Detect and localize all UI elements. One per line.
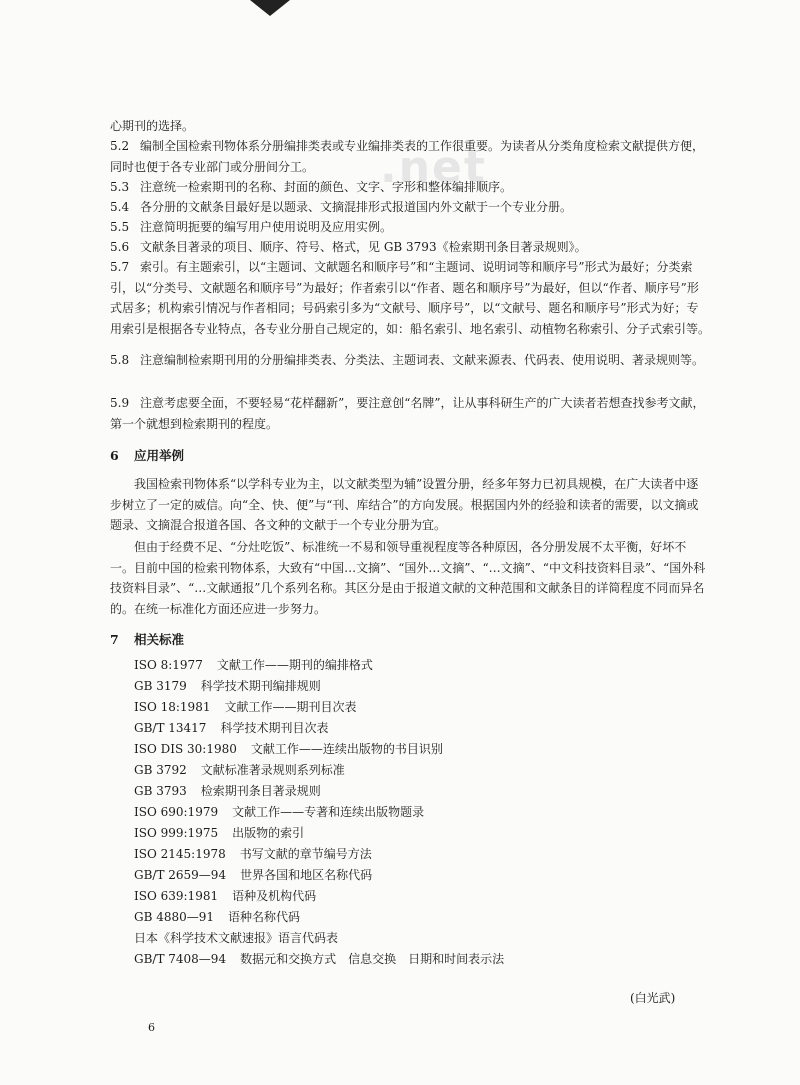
clause-text: 注意考虑要全面，不要轻易“花样翻新”，要注意创“名牌”，让从事科研生产的广大读者若想查找参考文献，第一个就想到检索期刊的程度。	[110, 396, 705, 431]
clause-number: 5.8	[110, 353, 130, 367]
standard-item	[134, 718, 328, 738]
author-signature: (白光武)	[630, 991, 676, 1005]
clause-5-8	[110, 350, 710, 371]
clause-5-4	[110, 197, 710, 218]
standard-item	[134, 655, 373, 675]
standard-item	[134, 886, 316, 906]
clause-text: 注意统一检索期刊的名称、封面的颜色、文字、字形和整体编排顺序。	[140, 180, 513, 194]
standard-title: 科学技术期刊编排规则	[200, 679, 321, 693]
standard-item	[134, 760, 345, 780]
standard-title: 出版物的索引	[232, 826, 305, 840]
standard-code: ISO 18:1981	[134, 700, 211, 714]
standard-title: 世界各国和地区名称代码	[240, 868, 373, 882]
clause-text: 注意简明扼要的编写用户使用说明及应用实例。	[140, 220, 393, 234]
standard-item	[134, 823, 304, 843]
standard-item	[134, 697, 356, 717]
section-6-paragraph: 但由于经费不足、“分灶吃饭”、标准统一不易和领导重视程度等各种原因，各分册发展不太平衡，好坏不一。目前中国的检索刊物体系，大致有“中国…文摘”、“国外…文摘”、“…文摘”、“中文科技资料目录”、“国外科技资料目录”、“…文献通报”几个系列名称。其区分是由于报道文献的文种范围和文献条目的详简程度不同而异名的。在统一标准化方面还应进一步努力。	[110, 540, 706, 616]
section-title: 应用举例	[134, 448, 185, 463]
section-number: 6	[110, 448, 119, 463]
section-6-paragraph: 我国检索刊物体系“以学科专业为主，以文献类型为辅”设置分册，经多年努力已初具规模，在广大读者中逐步树立了一定的威信。向“全、快、便”与“刊、库结合”的方向发展。根据国内外的经验和读者的需要，以文摘或题录、文摘混合报道各国、各文种的文献于一个专业分册为宜。	[110, 477, 699, 532]
clause-number: 5.5	[110, 220, 130, 234]
standard-code: ISO 639:1981	[134, 889, 219, 903]
section-number: 7	[110, 632, 119, 647]
clause-number: 5.9	[110, 396, 130, 410]
standard-title: 文献工作——专著和连续出版物题录	[232, 805, 425, 819]
section-7-heading	[110, 630, 184, 648]
standard-item	[134, 676, 321, 696]
clause-5-3	[110, 177, 710, 198]
standard-title: 文献工作——期刊目次表	[224, 700, 357, 714]
clause-5-9	[110, 393, 710, 434]
standard-code: ISO 999:1975	[134, 826, 219, 840]
clause-number: 5.2	[110, 139, 130, 153]
standard-code: GB 3179	[134, 679, 187, 693]
clause-text: 各分册的文献条目最好是以题录、文摘混排形式报道国内外文献于一个专业分册。	[140, 200, 573, 214]
standard-title: 书写文献的章节编号方法	[239, 847, 372, 861]
standard-item	[134, 865, 372, 885]
watermark: .net	[380, 142, 487, 193]
standard-item	[134, 739, 443, 759]
standard-title: 语种及机构代码	[232, 889, 317, 903]
standard-code: ISO 690:1979	[134, 805, 219, 819]
clause-5-2	[110, 136, 710, 177]
standard-title: 数据元和交换方式 信息交换 日期和时间表示法	[240, 952, 505, 966]
standard-item	[134, 949, 504, 969]
page-number: 6	[148, 1021, 155, 1034]
clause-number: 5.7	[110, 260, 130, 274]
clause-number: 5.4	[110, 200, 130, 214]
standard-title: 语种名称代码	[228, 910, 301, 924]
standard-code: ISO 2145:1978	[134, 847, 226, 861]
clause-number: 5.3	[110, 180, 130, 194]
standard-item	[134, 928, 338, 948]
standard-code: GB/T 2659—94	[134, 868, 227, 882]
standard-code: ISO DIS 30:1980	[134, 742, 237, 756]
standard-title: 检索期刊条目著录规则	[200, 784, 321, 798]
clause-5-6	[110, 237, 710, 258]
clause-number: 5.6	[110, 240, 130, 254]
standard-item	[134, 802, 424, 822]
logo-mark-icon	[250, 0, 290, 16]
standard-title: 日本《科学技术文献速报》语言代码表	[134, 931, 339, 945]
standard-title: 文献标准著录规则系列标准	[200, 763, 345, 777]
standard-code: ISO 8:1977	[134, 658, 203, 672]
standard-item	[134, 907, 300, 927]
standard-code: GB 4880—91	[134, 910, 215, 924]
clause-text: 注意编制检索期刊用的分册编排类表、分类法、主题词表、文献来源表、代码表、使用说明、著录规则等。	[140, 353, 705, 367]
standard-code: GB 3793	[134, 784, 187, 798]
clause-5-7	[110, 257, 710, 339]
intro-line: 心期刊的选择。	[110, 119, 195, 133]
standard-code: GB/T 13417	[134, 721, 207, 735]
clause-text: 文献条目著录的项目、顺序、符号、格式，见 GB 3793《检索期刊条目著录规则》。	[140, 240, 587, 254]
standard-title: 文献工作——期刊的编排格式	[216, 658, 373, 672]
section-6-heading	[110, 446, 184, 464]
standard-title: 科学技术期刊目次表	[220, 721, 329, 735]
standard-code: GB/T 7408—94	[134, 952, 227, 966]
clause-5-5	[110, 217, 710, 238]
standard-item	[134, 781, 321, 801]
standard-item	[134, 844, 372, 864]
standard-title: 文献工作——连续出版物的书目识别	[250, 742, 443, 756]
section-title: 相关标准	[134, 632, 185, 647]
clause-text: 索引。有主题索引，以“主题词、文献题名和顺序号”和“主题词、说明词等和顺序号”形式为最好；分类索引，以“分类号、文献题名和顺序号”为最好；作者索引以“作者、题名和顺序号”为最好，但以“作者、顺序号”形式居多；机构索引情况与作者相同；号码索引多为“文献号、顺序号”，以“文献号、题名和顺序号”形式为好；专用索引是根据各专业特点，各专业分册自己规定的，如：船名索引、地名索引、动植物名称索引、分子式索引等。	[110, 260, 711, 336]
standard-code: GB 3792	[134, 763, 187, 777]
clause-text: 编制全国检索刊物体系分册编排类表或专业编排类表的工作很重要。为读者从分类角度检索文献提供方便，同时也便于各专业部门或分册间分工。	[110, 139, 705, 174]
